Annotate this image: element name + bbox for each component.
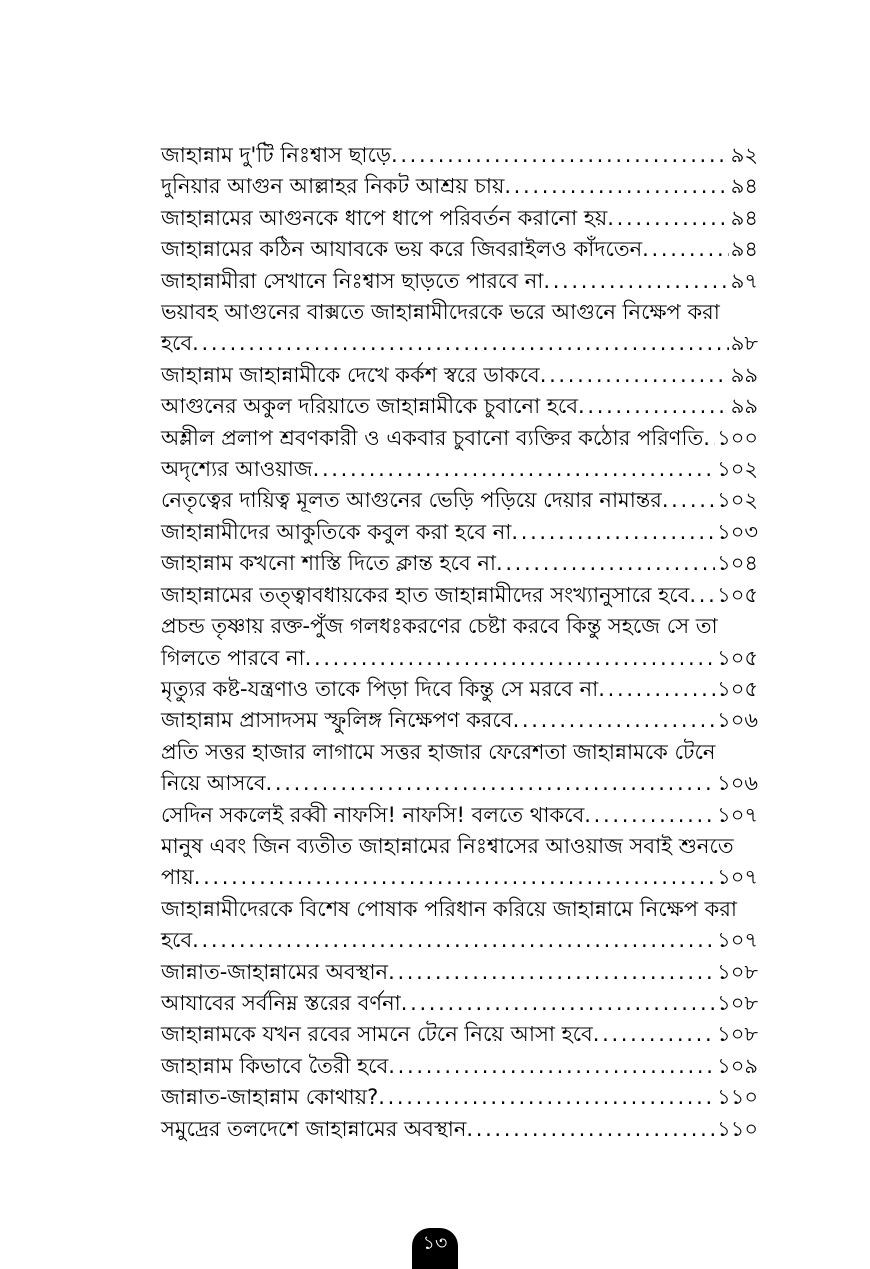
toc-entry-title: জাহান্নামকে যখন রবের সামনে টেনে নিয়ে আসা হবে — [161, 1022, 593, 1047]
toc-entry — [161, 988, 758, 1019]
dot-leader — [388, 1051, 715, 1082]
dot-leader — [401, 988, 715, 1019]
toc-entry-title-line1: ভয়াবহ আগুনের বাক্সতে জাহান্নামীদেরকে ভরে আগুনে নিক্ষেপ করা — [161, 300, 720, 325]
toc-entry-page: ১০৭ — [717, 865, 758, 890]
toc-entry-page: ১০৫ — [717, 582, 758, 607]
toc-entry — [161, 548, 758, 579]
toc-entry-page: ৯৮ — [730, 331, 758, 356]
toc-entry-title: জাহান্নামীদের আকুতিকে কবুল করা হবে না — [161, 519, 512, 544]
toc-entry-page: ১০৯ — [717, 1053, 758, 1078]
dot-leader — [192, 925, 715, 956]
toc-entry-page: ১০৬ — [717, 771, 758, 796]
toc-entry-title: পায় — [161, 865, 194, 890]
toc-entry-page: ১০৫ — [717, 676, 758, 701]
toc-entry-page: ১০০ — [717, 425, 758, 450]
toc-entry-title: জাহান্নামের তত্ত্বাবধায়কের হাত জাহান্নামীদের সংখ্যানুসারে হবে — [161, 582, 690, 607]
dot-leader — [543, 266, 728, 297]
toc-entry-title: জাহান্নামীরা সেখানে নিঃশ্বাস ছাড়তে পারবে না — [161, 268, 544, 293]
toc-entry — [161, 1114, 758, 1145]
toc-entry — [161, 140, 758, 171]
toc-entry-page: ৯৭ — [730, 268, 758, 293]
toc-entry-title: জাহান্নামের কঠিন আযাবকে ভয় করে জিবরাইলও কাঁদতেন — [161, 237, 643, 262]
toc-entry-title: জাহান্নাম কখনো শাস্তি দিতে ক্লান্ত হবে না — [161, 551, 496, 576]
toc-entry-title: মৃত্যুর কষ্ট-যন্ত্রণাও তাকে পিড়া দিবে কিন্তু সে মরবে না — [161, 676, 599, 701]
toc-entry-title: দুনিয়ার আগুন আল্লাহর নিকট আশ্রয় চায় — [161, 174, 505, 199]
dot-leader — [466, 1114, 715, 1145]
toc-entry — [161, 1019, 758, 1050]
dot-leader — [313, 454, 715, 485]
toc-entry-page: ১০৬ — [717, 708, 758, 733]
toc-entry-page: ১০৫ — [717, 645, 758, 670]
dot-leader — [496, 548, 715, 579]
toc-entry — [161, 737, 758, 800]
dot-leader — [593, 1019, 715, 1050]
toc-entry — [161, 485, 758, 516]
toc-entry-page: ১০৮ — [717, 959, 758, 984]
toc-entry-title: গিলতে পারবে না — [161, 645, 305, 670]
dot-leader — [194, 862, 715, 893]
toc-entry-title: জান্নাত-জাহান্নাম কোথায়? — [161, 1085, 379, 1110]
dot-leader — [504, 171, 728, 202]
toc-entry — [161, 423, 758, 454]
toc-entry-title: নিয়ে আসবে — [161, 771, 266, 796]
toc-entry-page: ১০২ — [717, 488, 758, 513]
toc-entry-title: জাহান্নাম জাহান্নামীকে দেখে কর্কশ স্বরে ডাকবে — [161, 362, 540, 387]
dot-leader — [703, 423, 715, 454]
toc-entry — [161, 674, 758, 705]
toc-entry — [161, 580, 758, 611]
toc-entry-title: আযাবের সর্বনিম্ন স্তরের বর্ণনা — [161, 990, 401, 1015]
toc-entry-title: হবে — [161, 331, 193, 356]
toc-entry — [161, 894, 758, 957]
toc-entry-title: অদৃশ্যের আওয়াজ — [161, 457, 313, 482]
dot-leader — [511, 517, 715, 548]
toc-entry-page: ৯৯ — [730, 394, 758, 419]
toc-entry-title-line1: মানুষ এবং জিন ব্যতীত জাহান্নামের নিঃশ্বাসের আওয়াজ সবাই শুনতে — [161, 833, 734, 858]
toc-entry-title: জাহান্নাম দু'টি নিঃশ্বাস ছাড়ে — [161, 143, 391, 167]
toc-entry-title: জান্নাত-জাহান্নামের অবস্থান — [161, 959, 389, 984]
toc-entry-page: ১০২ — [717, 457, 758, 482]
toc-entry-title: জাহান্নাম কিভাবে তৈরী হবে — [161, 1053, 389, 1078]
toc-entry-page: ১১০ — [717, 1116, 758, 1141]
dot-leader — [513, 705, 716, 736]
toc-entry — [161, 800, 758, 831]
toc-entry — [161, 1082, 758, 1113]
toc-entry-page: ৯৯ — [730, 362, 758, 387]
toc-entry — [161, 203, 758, 234]
toc-entry-title: সমুদ্রের তলদেশে জাহান্নামের অবস্থান — [161, 1116, 467, 1141]
toc-entry — [161, 391, 758, 422]
toc-entry-page: ৯৪ — [730, 237, 758, 262]
toc-entry-page: ১০৭ — [717, 928, 758, 953]
toc-entry — [161, 266, 758, 297]
dot-leader — [689, 580, 715, 611]
toc-entry-title: হবে — [161, 928, 193, 953]
toc-entry — [161, 957, 758, 988]
toc-entry-title: নেতৃত্বের দায়িত্ব মূলত আগুনের ভেড়ি পড়িয়ে দেয়ার নামান্তর — [161, 488, 662, 513]
dot-leader — [578, 391, 729, 422]
table-of-contents — [161, 140, 758, 1145]
dot-leader — [584, 800, 715, 831]
dot-leader — [305, 643, 715, 674]
toc-entry-title-line1: প্রতি সত্তর হাজার লাগামে সত্তর হাজার ফেরেশতা জাহান্নামকে টেনে — [161, 739, 716, 764]
dot-leader — [642, 234, 729, 265]
toc-entry — [161, 831, 758, 894]
dot-leader — [540, 360, 729, 391]
toc-entry-page: ১০৮ — [717, 1022, 758, 1047]
toc-entry — [161, 297, 758, 360]
toc-entry-page: ৯৪ — [730, 205, 758, 230]
toc-entry-title: অশ্লীল প্রলাপ শ্রবণকারী ও একবার চুবানো ব্যক্তির কঠোর পরিণতি — [161, 425, 704, 450]
toc-entry-title: জাহান্নাম প্রাসাদসম স্ফুলিঙ্গ নিক্ষেপণ করবে — [161, 708, 513, 733]
toc-entry — [161, 611, 758, 674]
toc-entry-title: জাহান্নামের আগুনকে ধাপে ধাপে পরিবর্তন করানো হয় — [161, 205, 608, 230]
toc-entry — [161, 517, 758, 548]
dot-leader — [378, 1082, 715, 1113]
toc-entry-page: ৯২ — [730, 143, 758, 167]
dot-leader — [266, 768, 716, 799]
toc-entry — [161, 454, 758, 485]
toc-entry — [161, 234, 758, 265]
dot-leader — [192, 328, 729, 359]
toc-entry — [161, 171, 758, 202]
dot-leader — [391, 140, 729, 171]
toc-entry-title-line1: জাহান্নামীদেরকে বিশেষ পোষাক পরিধান করিয়ে জাহান্নামে নিক্ষেপ করা — [161, 896, 738, 921]
toc-entry-page: ১০৭ — [717, 802, 758, 827]
toc-entry-title: আগুনের অকুল দরিয়াতে জাহান্নামীকে চুবানো হবে — [161, 394, 579, 419]
page-number: ১৩ — [412, 1228, 458, 1269]
toc-entry-page: ১০৩ — [717, 519, 758, 544]
toc-entry-page: ৯৪ — [730, 174, 758, 199]
dot-leader — [607, 203, 728, 234]
dot-leader — [388, 957, 715, 988]
toc-entry — [161, 360, 758, 391]
toc-entry — [161, 705, 758, 736]
toc-entry-page: ১১০ — [717, 1085, 758, 1110]
toc-entry-page: ১০৮ — [717, 990, 758, 1015]
toc-entry-title: সেদিন সকলেই রব্বী নাফসি! নাফসি! বলতে থাকবে — [161, 802, 585, 827]
toc-entry — [161, 1051, 758, 1082]
toc-entry-page: ১০৪ — [717, 551, 758, 576]
dot-leader — [662, 485, 715, 516]
dot-leader — [598, 674, 715, 705]
toc-entry-title-line1: প্রচন্ড তৃষ্ণায় রক্ত-পুঁজ গলধঃকরণের চেষ্টা করবে কিন্তু সহজে সে তা — [161, 614, 718, 639]
